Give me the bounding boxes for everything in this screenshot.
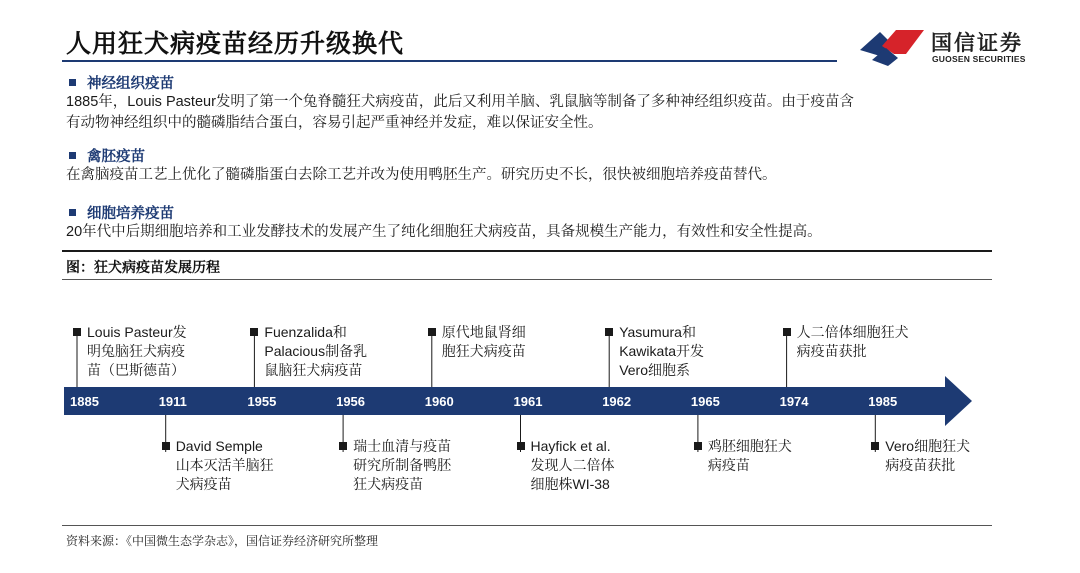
logo-text-en: GUOSEN SECURITIES	[932, 54, 1026, 64]
event-marker-icon	[605, 328, 613, 336]
timeline-event	[162, 437, 274, 494]
timeline-event-line: 山本灭活羊脑狂	[175, 457, 274, 473]
timeline-event-line: 鼠脑狂犬病疫苗	[264, 362, 363, 378]
timeline-year-label: 1885	[70, 394, 99, 409]
timeline-event-line: 狂犬病疫苗	[353, 476, 424, 492]
timeline-event-line: 研究所制备鸭胚	[353, 457, 452, 473]
body-line: 有动物神经组织中的髓磷脂结合蛋白，容易引起严重神经并发症，难以保证安全性。	[66, 115, 603, 131]
event-marker-icon	[162, 442, 170, 450]
event-marker-icon	[783, 328, 791, 336]
timeline-event	[783, 323, 909, 361]
timeline-year-label: 1962	[602, 394, 632, 409]
timeline-event	[73, 323, 187, 380]
timeline-year-label: 1960	[424, 394, 454, 409]
timeline-event-line: Vero细胞狂犬	[871, 437, 970, 456]
event-marker-icon	[428, 328, 436, 336]
timeline-event-line: 发现人二倍体	[530, 457, 615, 473]
section-heading: 细胞培养疫苗	[87, 205, 174, 222]
timeline-event-line: 犬病疫苗	[175, 476, 232, 492]
timeline-event-line: 瑞士血清与疫苗	[339, 437, 451, 456]
timeline-event-line: Palacious制备乳	[264, 343, 368, 359]
timeline-year-label: 1955	[247, 394, 277, 409]
timeline-event-line: 病疫苗获批	[885, 457, 956, 473]
timeline-event-line: 细胞株WI-38	[530, 476, 610, 492]
timeline-year-label: 1974	[779, 394, 809, 409]
timeline-year-label: 1965	[690, 394, 720, 409]
timeline-event-line: Yasumura和	[605, 323, 704, 342]
timeline-event-line: 胞狂犬病疫苗	[441, 343, 526, 359]
figure-caption: 图：狂犬病疫苗发展历程	[66, 259, 220, 275]
timeline-event	[871, 437, 970, 475]
timeline-event-line: Kawikata开发	[619, 343, 704, 359]
event-marker-icon	[517, 442, 525, 450]
body-line: 在禽脑疫苗工艺上优化了髓磷脂蛋白去除工艺并改为使用鸭胚生产。研究历史不长，很快被细胞培养疫苗替代。	[66, 167, 777, 183]
body-line: 20年代中后期细胞培养和工业发酵技术的发展产生了纯化细胞狂犬病疫苗，具备规模生产能力，有效性和安全性提高。	[66, 224, 822, 240]
event-marker-icon	[339, 442, 347, 450]
timeline-event-line: 明兔脑狂犬病疫	[87, 343, 185, 359]
timeline-year-label: 1961	[513, 394, 543, 409]
timeline-event	[339, 437, 451, 494]
timeline-year-label: 1985	[868, 394, 898, 409]
timeline-year-label: 1956	[336, 394, 366, 409]
event-marker-icon	[871, 442, 879, 450]
timeline-year-label: 1911	[158, 394, 187, 409]
page-title: 人用狂犬病疫苗经历升级换代	[66, 30, 405, 58]
timeline-event-line: 病疫苗	[707, 457, 750, 473]
timeline-event-line: 鸡胚细胞狂犬	[694, 437, 792, 456]
timeline-event	[428, 323, 526, 361]
event-marker-icon	[73, 328, 81, 336]
timeline-event-line: Fuenzalida和	[250, 323, 367, 342]
timeline-event	[694, 437, 792, 475]
timeline-event-line: Vero细胞系	[619, 362, 690, 378]
timeline-event-line: Louis Pasteur发	[73, 323, 187, 342]
figure-source: 资料来源：《中国微生态学杂志》，国信证券经济研究所整理	[66, 534, 379, 548]
body-line: 1885年，Louis Pasteur发明了第一个兔脊髓狂犬病疫苗，此后又利用羊脑、乳鼠脑等制备了多种神经组织疫苗。由于疫苗含	[66, 94, 854, 110]
timeline-event-line: David Semple	[162, 437, 274, 456]
timeline-event-line: 原代地鼠肾细	[428, 323, 526, 342]
event-marker-icon	[694, 442, 702, 450]
logo-text-cn: 国信证券	[931, 32, 1023, 55]
timeline-event	[517, 437, 615, 494]
timeline-event-line: 病疫苗获批	[796, 343, 867, 359]
timeline-event	[250, 323, 367, 380]
section-heading: 神经组织疫苗	[87, 75, 174, 92]
timeline-event	[605, 323, 704, 380]
section-heading: 禽胚疫苗	[87, 148, 145, 165]
timeline-event-line: 苗（巴斯德苗）	[87, 362, 185, 378]
timeline-event-line: Hayfick et al.	[517, 437, 615, 456]
figure-bottom-rule	[62, 525, 992, 526]
event-marker-icon	[250, 328, 258, 336]
timeline-event-line: 人二倍体细胞狂犬	[783, 323, 909, 342]
